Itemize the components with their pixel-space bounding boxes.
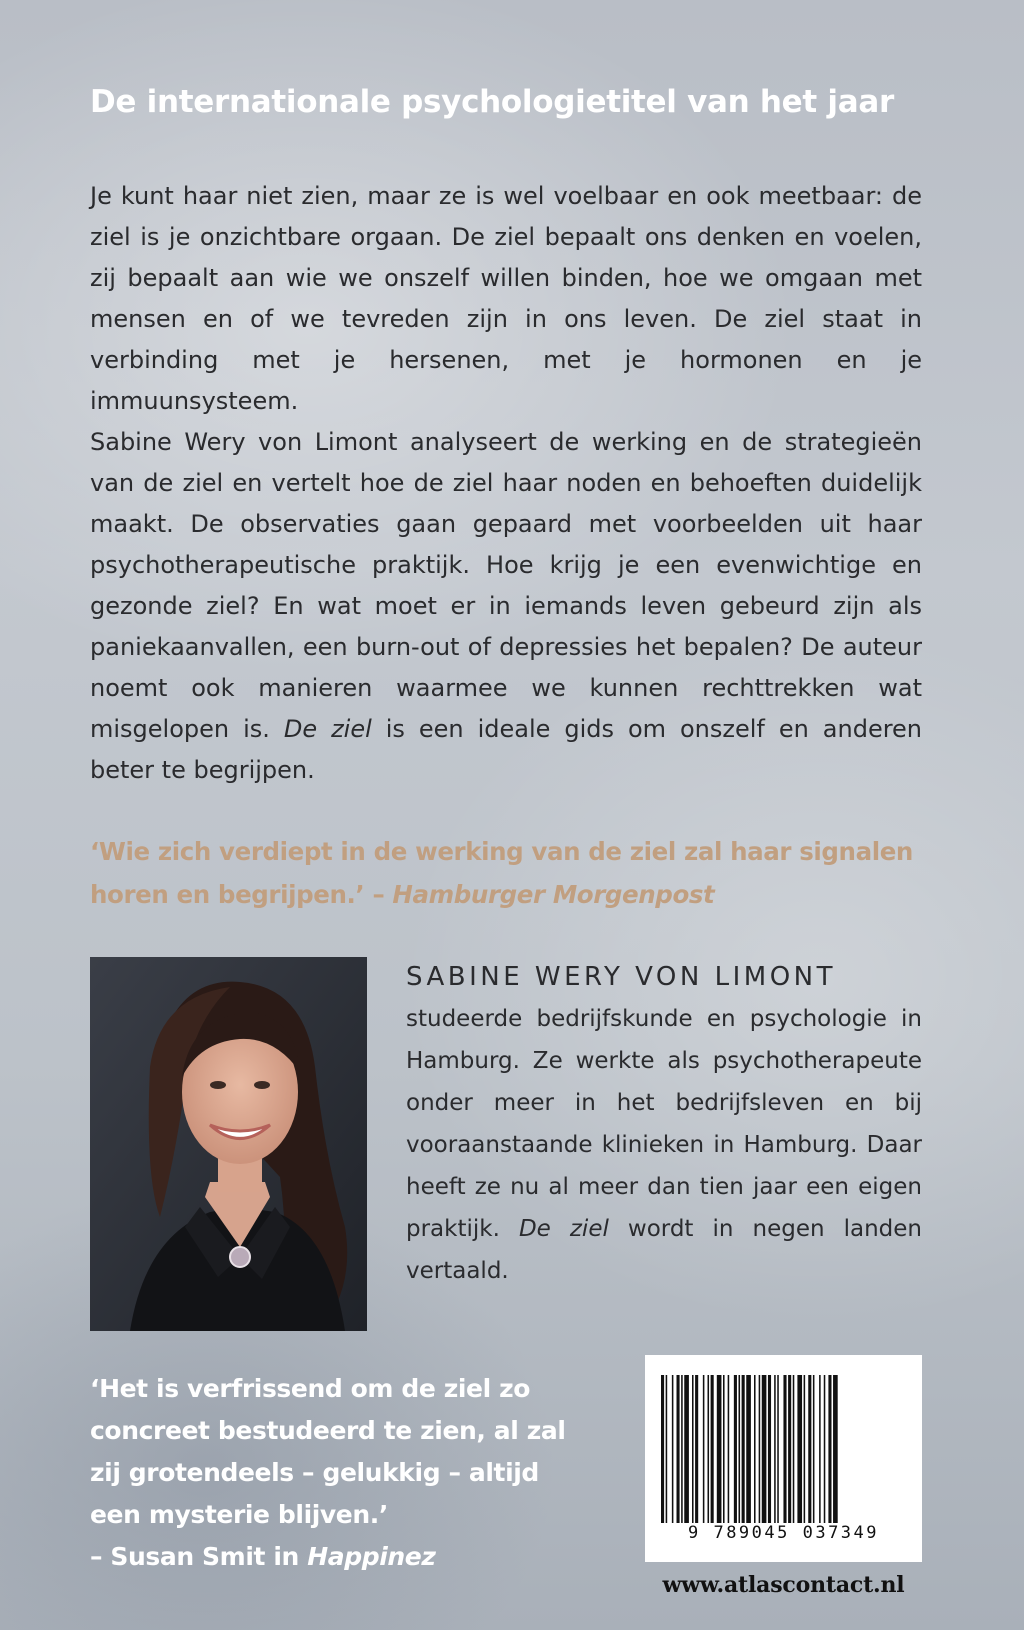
barcode-bar bbox=[703, 1375, 705, 1523]
barcode-bar bbox=[684, 1375, 689, 1523]
author-bio-end: wordt in negen landen vertaald. bbox=[406, 1216, 922, 1284]
publisher-website: www.atlascontact.nl bbox=[662, 1572, 905, 1598]
description-paragraph-2-text: Sabine Wery von Limont analyseert de werking en de strategieën van de ziel en vertelt hoe de ziel haar noden en behoeften duidelijk maakt. De observaties gaan gepaard met voorbeelden uit haar psychotherapeutische praktijk. Hoe krijg je een evenwichtige en gezonde ziel? En wat moet er in iemands leven gebeurd zijn als paniekaanvallen, een burn-out of depressies het bepalen? De auteur noemt ook manieren waarmee we kunnen rechttrekken wat misgelopen is. bbox=[90, 428, 922, 743]
press-quote-1-text: ‘Wie zich verdiept in de werking van de ziel zal haar signalen horen en begrijpen.’ – bbox=[90, 837, 913, 909]
author-bio-text: studeerde bedrijfskunde en psychologie in Hamburg. Ze werkte als psychotherapeute onder meer in het bedrijfsleven en bij vooraanstaande klinieken in Hamburg. Daar heeft ze nu al meer dan tien jaar een eigen praktijk. bbox=[406, 1006, 922, 1242]
barcode-bar bbox=[666, 1375, 668, 1523]
press-quote-1-source: Hamburger Morgenpost bbox=[392, 880, 715, 909]
barcode-bar bbox=[661, 1375, 664, 1523]
barcode-bar bbox=[804, 1375, 806, 1523]
press-quote-2-text: ‘Het is verfrissend om de ziel zo concreet bestudeerd te zien, al zal zij grotendeels – gelukkig – altijd een mysterie blijven.’ bbox=[90, 1374, 566, 1529]
barcode-bar bbox=[711, 1375, 714, 1523]
headline: De internationale psychologietitel van het jaar bbox=[90, 84, 894, 120]
press-quote-2 bbox=[90, 1368, 590, 1578]
description-paragraph-2-end: is een ideale gids om onszelf en anderen beter te begrijpen. bbox=[90, 715, 923, 784]
barcode-bar bbox=[788, 1375, 791, 1523]
press-quote-2-source: Happinez bbox=[307, 1542, 436, 1571]
barcode-bar bbox=[681, 1375, 683, 1523]
press-quote-2-prefix: – Susan Smit in bbox=[90, 1542, 308, 1571]
barcode-bar bbox=[793, 1375, 795, 1523]
barcode-bar bbox=[762, 1375, 767, 1523]
barcode-bar bbox=[768, 1375, 771, 1523]
barcode-bar bbox=[728, 1375, 730, 1523]
barcode-bar bbox=[754, 1375, 756, 1523]
barcode-bar bbox=[692, 1375, 694, 1523]
press-quote-2-attribution bbox=[90, 1536, 590, 1578]
barcode-bar bbox=[819, 1375, 821, 1523]
barcode-bar bbox=[742, 1375, 745, 1523]
barcode-bar bbox=[723, 1375, 725, 1523]
barcode-bar bbox=[797, 1375, 802, 1523]
barcode-bar bbox=[777, 1375, 779, 1523]
barcode-bar bbox=[672, 1375, 674, 1523]
barcode-bar bbox=[824, 1375, 826, 1523]
barcode-bar bbox=[734, 1375, 737, 1523]
barcode-bar bbox=[783, 1375, 786, 1523]
book-description bbox=[90, 176, 922, 791]
barcode bbox=[645, 1355, 922, 1562]
isbn-number: 9 789045 037349 bbox=[687, 1523, 880, 1543]
barcode-bar bbox=[759, 1375, 761, 1523]
book-title-reference: De ziel bbox=[283, 715, 372, 743]
description-paragraph-1: Je kunt haar niet zien, maar ze is wel voelbaar en ook meetbaar: de ziel is je onzichtbare orgaan. De ziel bepaalt ons denken en voelen, zij bepaalt aan wie we onszelf willen binden, hoe we omgaan met mensen en of we tevreden zijn in ons leven. De ziel staat in verbinding met je hersenen, met je hormonen en je immuunsysteem. bbox=[90, 182, 922, 415]
barcode-bar bbox=[708, 1375, 710, 1523]
author-bio-book-title: De ziel bbox=[518, 1216, 609, 1242]
barcode-bar bbox=[746, 1375, 751, 1523]
barcode-bar bbox=[808, 1375, 811, 1523]
description-paragraph-2 bbox=[90, 422, 922, 791]
author-name: SABINE WERY VON LIMONT bbox=[406, 962, 836, 992]
barcode-bar bbox=[813, 1375, 815, 1523]
author-bio bbox=[406, 998, 922, 1292]
barcode-bar bbox=[739, 1375, 741, 1523]
barcode-bar bbox=[774, 1375, 776, 1523]
barcode-bar bbox=[695, 1375, 698, 1523]
author-photo bbox=[90, 957, 367, 1331]
barcode-bar bbox=[833, 1375, 838, 1523]
barcode-bar bbox=[828, 1375, 831, 1523]
barcode-bar bbox=[677, 1375, 680, 1523]
press-quote-1 bbox=[90, 830, 922, 916]
barcode-bar bbox=[717, 1375, 722, 1523]
barcode-bars bbox=[661, 1375, 906, 1523]
